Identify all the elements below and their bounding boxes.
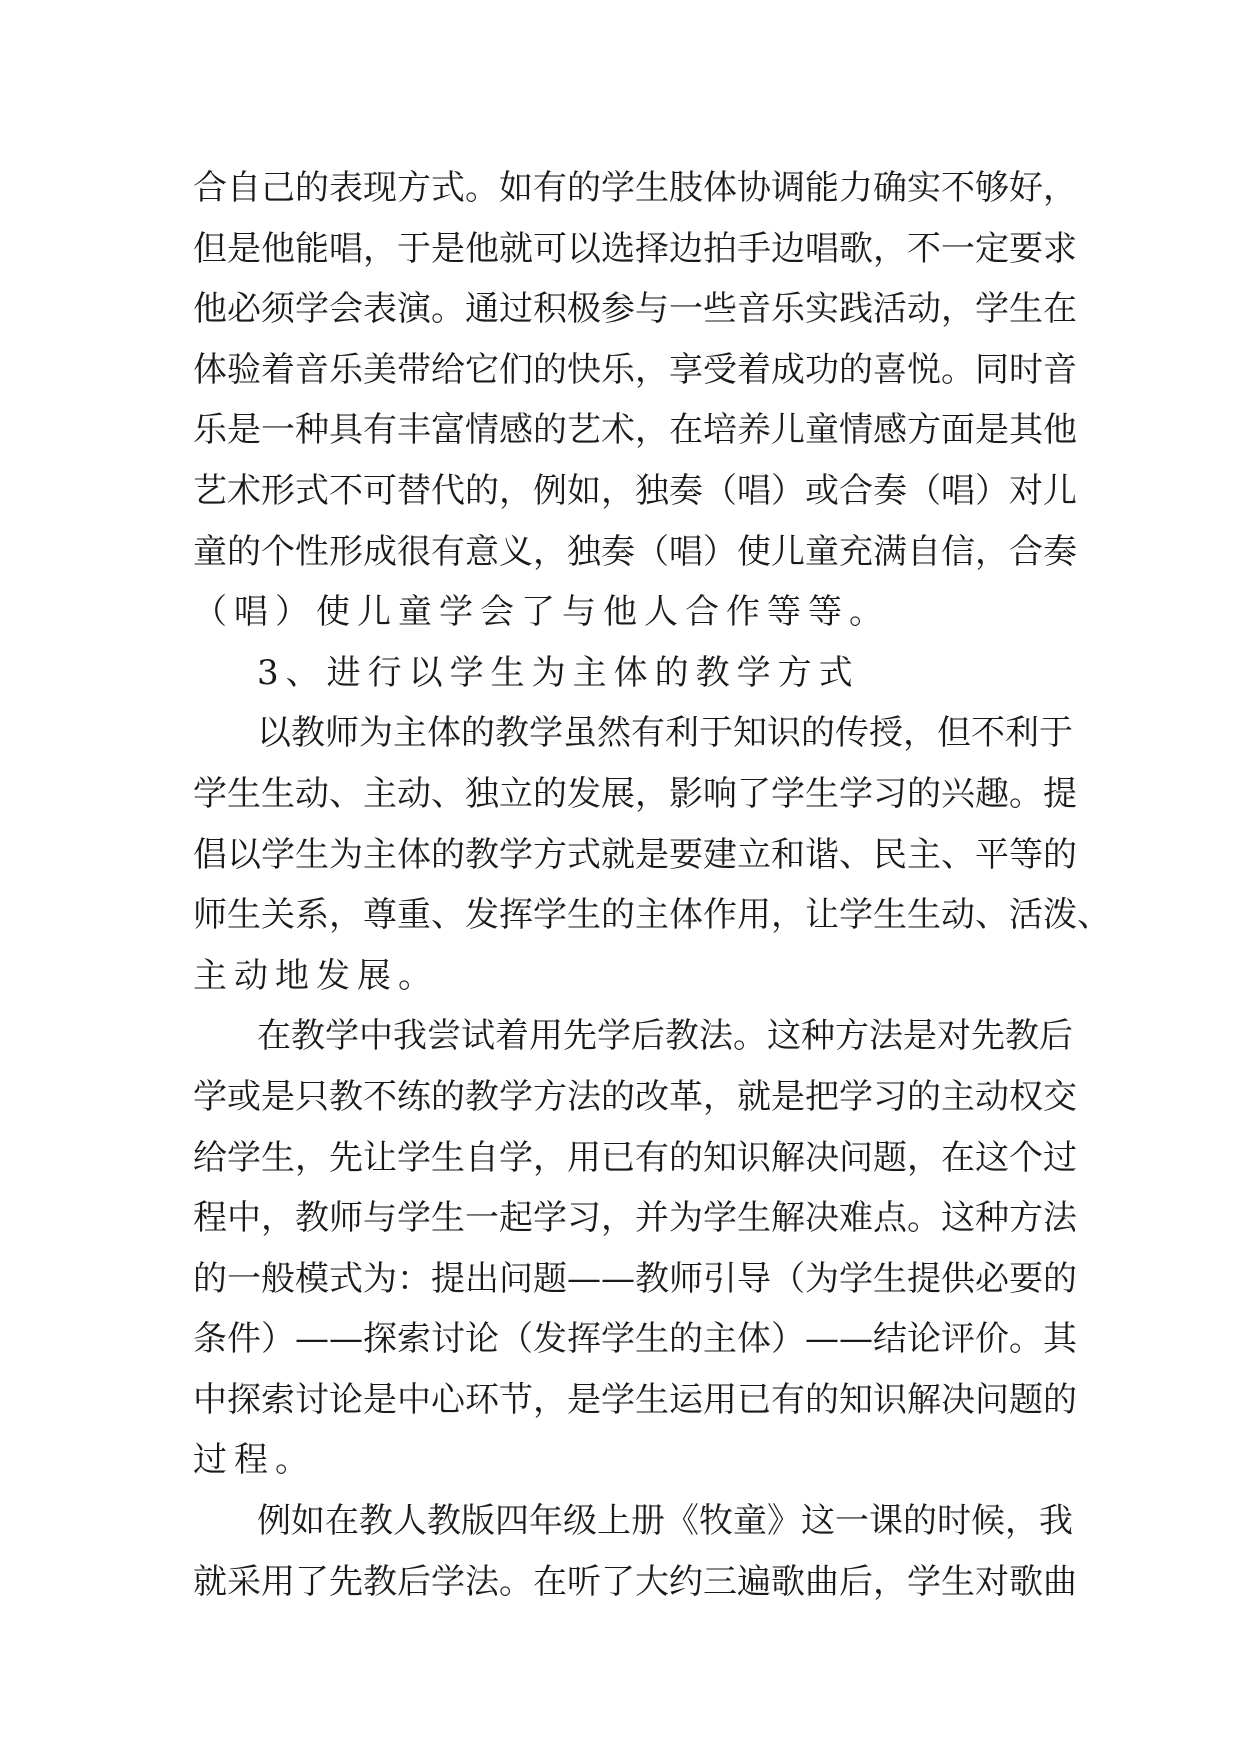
text-line: 艺术形式不可替代的，例如，独奏（唱）或合奏（唱）对儿 (193, 470, 1077, 511)
body-text (193, 158, 1111, 1612)
text-line: 倡以学生为主体的教学方式就是要建立和谐、民主、平等的 (193, 834, 1077, 875)
text-line: 中探索讨论是中心环节，是学生运用已有的知识解决问题的 (193, 1379, 1077, 1420)
text-line: 程中，教师与学生一起学习，并为学生解决难点。这种方法 (193, 1198, 1077, 1239)
text-line: 合自己的表现方式。如有的学生肢体协调能力确实不够好， (193, 168, 1077, 208)
text-line: 但是他能唱，于是他就可以选择边拍手边唱歌，不一定要求 (193, 228, 1077, 269)
text-line: 就采用了先教后学法。在听了大约三遍歌曲后，学生对歌曲 (193, 1561, 1077, 1602)
text-line: 师生关系，尊重、发挥学生的主体作用，让学生生动、活泼、 (193, 895, 1111, 936)
text-line: 他必须学会表演。通过积极参与一些音乐实践活动，学生在 (193, 289, 1077, 330)
text-line: （唱）使儿童学会了与他人合作等等。 (193, 592, 890, 633)
text-line: 童的个性形成很有意义，独奏（唱）使儿童充满自信，合奏 (193, 531, 1077, 572)
text-line: 的一般模式为：提出问题——教师引导（为学生提供必要的 (193, 1258, 1077, 1299)
text-line: 学或是只教不练的教学方法的改革，就是把学习的主动权交 (193, 1076, 1077, 1117)
text-line: 例如在教人教版四年级上册《牧童》这一课的时候，我 (257, 1501, 1073, 1542)
text-line: 条件）——探索讨论（发挥学生的主体）——结论评价。其 (193, 1319, 1077, 1360)
text-line: 过程。 (193, 1440, 316, 1481)
text-line: 体验着音乐美带给它们的快乐，享受着成功的喜悦。同时音 (193, 349, 1077, 390)
text-line: 在教学中我尝试着用先学后教法。这种方法是对先教后 (257, 1016, 1073, 1057)
text-line: 学生生动、主动、独立的发展，影响了学生学习的兴趣。提 (193, 773, 1077, 814)
section-heading: 3、进行以学生为主体的教学方式 (257, 652, 860, 693)
text-line: 主动地发展。 (193, 955, 439, 996)
text-line: 乐是一种具有丰富情感的艺术，在培养儿童情感方面是其他 (193, 410, 1077, 451)
text-line: 以教师为主体的教学虽然有利于知识的传授，但不利于 (257, 713, 1073, 754)
text-line: 给学生，先让学生自学，用已有的知识解决问题，在这个过 (193, 1137, 1077, 1178)
